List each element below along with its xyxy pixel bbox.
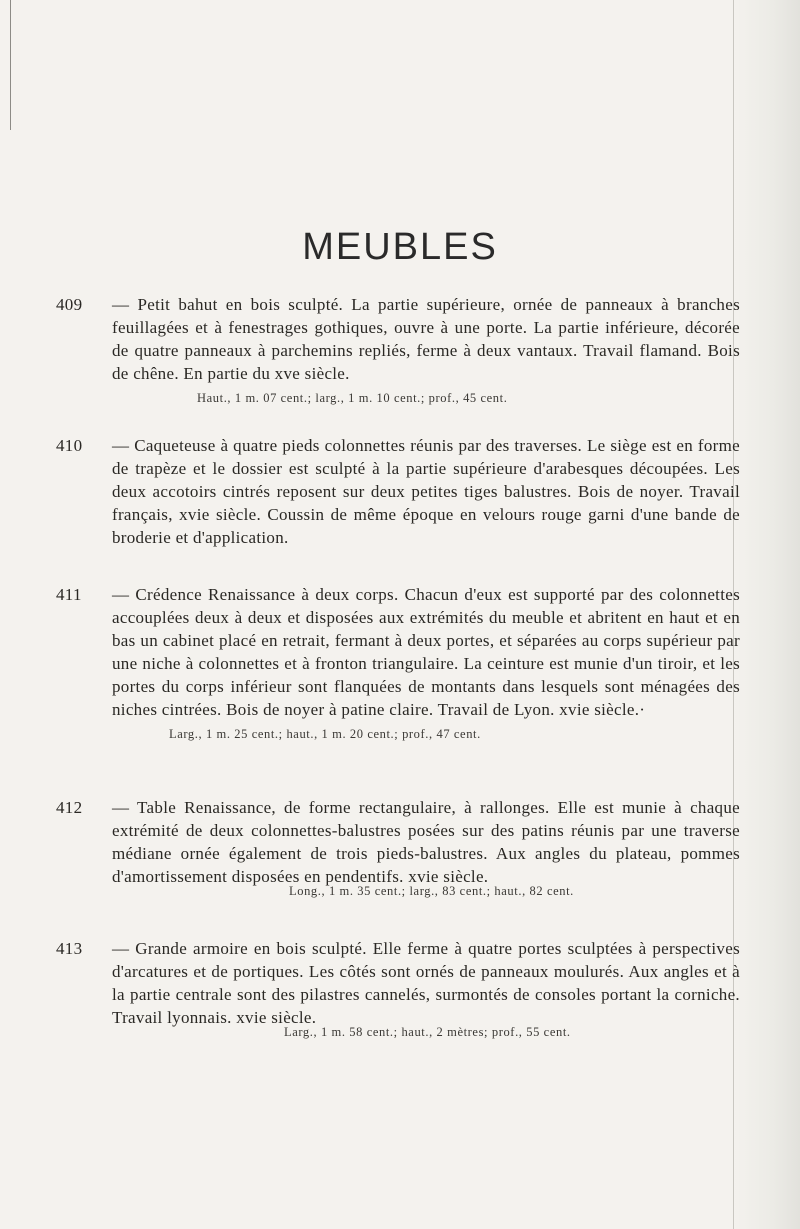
entry-description: — Table Renaissance, de forme rectangulaire, à rallonges. Elle est munie à chaque extrémité de deux colonnettes-balustres posées sur des patins réunis par une traverse médiane ornée également de trois pieds-balustres. Aux angles du plateau, pommes d'amortissement disposées en pendentifs. xvie siècle.	[112, 798, 740, 886]
entry-description: — Caqueteuse à quatre pieds colonnettes réunis par des traverses. Le siège est en forme de trapèze et le dossier est sculpté à la partie supérieure d'arabesques découpées. Les deux accotoirs cintrés reposent sur deux petites tiges balustres. Bois de noyer. Travail français, xvie siècle. Coussin de même époque en velours rouge garni d'une bande de broderie et d'application.	[112, 436, 740, 547]
entry-description: — Crédence Renaissance à deux corps. Chacun d'eux est supporté par des colonnettes accouplées deux à deux et disposées aux extrémités du meuble et abritent en haut et en bas un cabinet placé en retrait, fermant à deux portes, et séparées au corps supérieur par une niche à colonnettes et à fronton triangulaire. La ceinture est munie d'un tiroir, et les portes du corps inférieur sont flanquées de montants dans lesquels sont ménagées des niches cintrées. Bois de noyer à patine claire. Travail de Lyon. xvie siècle.·	[112, 585, 740, 719]
entry-number: 411	[56, 585, 82, 604]
entry-dimensions: Larg., 1 m. 25 cent.; haut., 1 m. 20 cent.; prof., 47 cent.	[169, 727, 481, 741]
catalog-entry-410	[56, 434, 740, 549]
entry-number: 413	[56, 939, 83, 958]
entry-dimensions: Haut., 1 m. 07 cent.; larg., 1 m. 10 cent.; prof., 45 cent.	[197, 391, 508, 405]
entry-number: 410	[56, 436, 83, 455]
entry-text	[56, 937, 740, 1029]
corner-mark	[0, 0, 11, 130]
catalog-entry-413	[56, 937, 740, 1041]
entry-number: 409	[56, 295, 83, 314]
page-heading: MEUBLES	[302, 226, 498, 268]
entry-text	[56, 434, 740, 549]
entry-dimensions: Long., 1 m. 35 cent.; larg., 83 cent.; haut., 82 cent.	[289, 884, 574, 898]
entry-description: — Petit bahut en bois sculpté. La partie supérieure, ornée de panneaux à branches feuillagées et à fenestrages gothiques, ouvre à une porte. La partie inférieure, décorée de quatre panneaux à parchemins repliés, ferme à deux vantaux. Travail flamand. Bois de chêne. En partie du xve siècle.	[112, 295, 740, 383]
entry-number: 412	[56, 798, 83, 817]
entry-dimensions: Larg., 1 m. 58 cent.; haut., 2 mètres; prof., 55 cent.	[284, 1025, 571, 1039]
page-edge-shadow	[732, 0, 800, 1229]
catalog-entry-412	[56, 796, 740, 900]
entry-text	[56, 293, 740, 385]
entry-text	[56, 796, 740, 888]
catalog-entry-411	[56, 583, 740, 743]
entry-text	[56, 583, 740, 721]
catalog-entry-409	[56, 293, 740, 407]
entry-description: — Grande armoire en bois sculpté. Elle ferme à quatre portes sculptées à perspectives d'arcatures et de portiques. Les côtés sont ornés de panneaux moulurés. Aux angles et à la partie centrale sont des pilastres cannelés, surmontés de consoles portant la corniche. Travail lyonnais. xvie siècle.	[112, 939, 740, 1027]
